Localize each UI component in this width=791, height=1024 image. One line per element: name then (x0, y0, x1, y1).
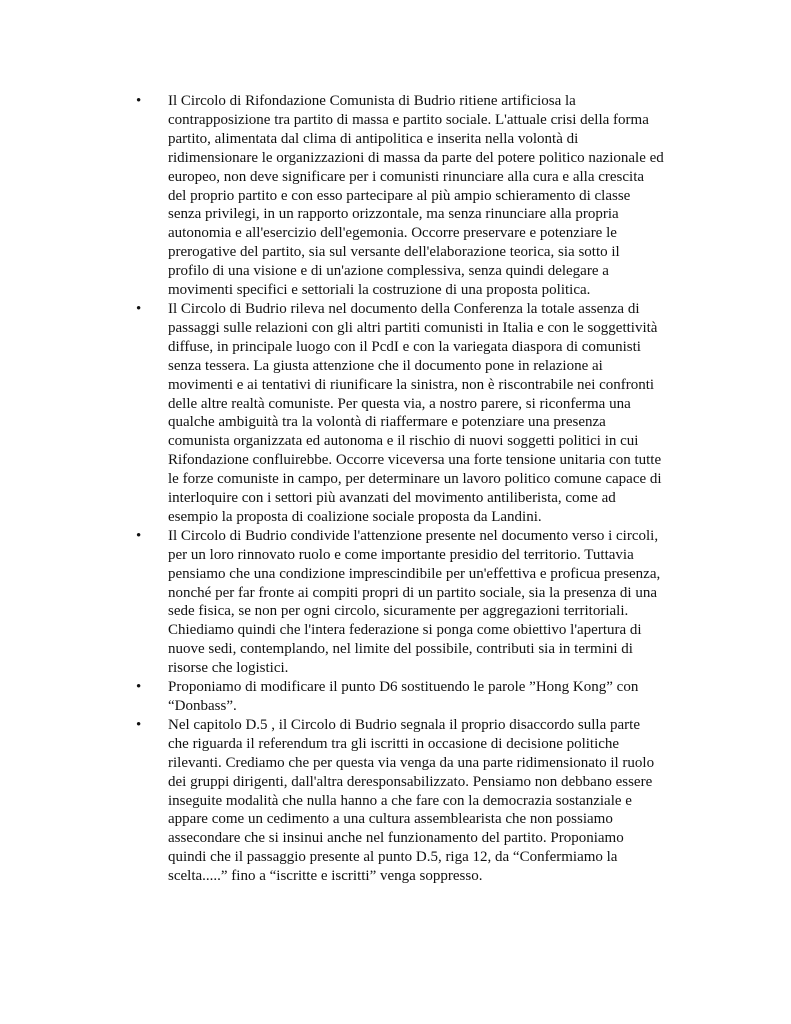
text-line: che riguarda il referendum tra gli iscritti in occasione di decisione politiche (168, 735, 620, 752)
paragraph-text (168, 92, 671, 300)
text-line: autonomia e all'esercizio dell'egemonia. Occorre preservare e potenziare le (168, 225, 617, 242)
text-line: comunista organizzata ed autonoma e il rischio di nuovi soggetti politici in cui (168, 433, 639, 450)
text-line: qualche ambiguità tra la volontà di riaffermare e potenziare una presenza (168, 414, 606, 431)
text-line: risorse che logistici. (168, 660, 289, 677)
paragraph-text (168, 527, 671, 678)
text-line: Rifondazione confluirebbe. Occorre viceversa una forte tensione unitaria con tutte (168, 452, 662, 469)
paragraph-text (168, 716, 671, 886)
text-line: contrapposizione tra partito di massa e partito sociale. L'attuale crisi della forma (168, 111, 649, 128)
text-line: Chiediamo quindi che l'intera federazione si ponga come obiettivo l'apertura di (168, 622, 642, 639)
text-line: nonché per far fronte ai compiti propri di un partito sociale, sia la presenza di una (168, 584, 657, 601)
bullet-icon: • (136, 527, 142, 544)
bullet-icon: • (136, 679, 142, 696)
text-line: “Donbass”. (168, 698, 237, 714)
text-line: profilo di una visione e di un'azione complessiva, senza quindi delegare a (168, 263, 609, 280)
text-line: per un loro rinnovato ruolo e come importante presidio del territorio. Tuttavia (168, 546, 634, 563)
text-line: senza tessera. La giusta attenzione che il documento pone in relazione ai (168, 357, 603, 374)
text-line: le forze comuniste in campo, per determinare un lavoro politico comune capace di (168, 471, 662, 488)
text-line: scelta.....” fino a “iscritte e iscritti” venga soppresso. (168, 868, 483, 885)
list-item (0, 716, 671, 886)
text-line: Il Circolo di Rifondazione Comunista di Budrio ritiene artificiosa la (168, 93, 576, 109)
text-line: sede fisica, se non per ogni circolo, sicuramente per aggregazioni territoriali. (168, 603, 629, 620)
paragraph-text (168, 678, 671, 716)
bullet-icon: • (136, 93, 142, 109)
text-line: rilevanti. Crediamo che per questa via venga da una parte ridimensionato il ruolo (168, 754, 655, 771)
list-item (0, 300, 671, 527)
text-line: passaggi sulle relazioni con gli altri partiti comunisti in Italia e con le soggettività (168, 319, 658, 336)
list-item (0, 527, 671, 678)
text-line: esempio la proposta di coalizione sociale proposta da Landini. (168, 508, 542, 525)
text-line: del proprio partito e con esso partecipare al più ampio schieramento di classe (168, 187, 631, 204)
text-line: movimenti specifici e settoriali la costruzione di una proposta politica. (168, 282, 591, 299)
text-line: ridimensionare le organizzazioni di massa da parte del potere politico nazionale ed (168, 149, 664, 166)
bullet-icon: • (136, 300, 142, 317)
paragraph-text (168, 300, 671, 527)
text-line: inseguite modalità che nulla hanno a che fare con la democrazia sostanziale e (168, 792, 632, 809)
list-item (0, 92, 671, 300)
text-line: partito, alimentata dal clima di antipolitica e inserita nella volontà di (168, 130, 579, 147)
text-line: Il Circolo di Budrio condivide l'attenzione presente nel documento verso i circoli, (168, 527, 659, 544)
text-line: quindi che il passaggio presente al punto D.5, riga 12, da “Confermiamo la (168, 849, 618, 866)
text-line: assecondare che si insinui anche nel funzionamento del partito. Proponiamo (168, 830, 624, 847)
text-line: delle altre realtà comuniste. Per questa via, a nostro parere, si riconferma una (168, 395, 631, 412)
text-line: Il Circolo di Budrio rileva nel documento della Conferenza la totale assenza di (168, 300, 640, 317)
text-line: appare come un cedimento a una cultura assemblearista che non possiamo (168, 811, 613, 828)
text-line: pensiamo che una condizione imprescindibile per un'effettiva e proficua presenza, (168, 565, 661, 582)
bullet-list (0, 92, 671, 886)
text-line: diffuse, in principale luogo con il PcdI e con la variegata diaspora di comunisti (168, 338, 641, 355)
text-line: prerogative del partito, sia sul versante dell'elaborazione teorica, sia sotto il (168, 244, 620, 261)
text-line: dei gruppi dirigenti, dall'altra deresponsabilizzato. Pensiamo non debbano essere (168, 773, 653, 790)
text-line: senza privilegi, in un rapporto orizzontale, ma senza rinunciare alla propria (168, 206, 619, 223)
list-item (0, 678, 671, 716)
text-line: Proponiamo di modificare il punto D6 sostituendo le parole ”Hong Kong” con (168, 679, 639, 696)
text-line: Nel capitolo D.5 , il Circolo di Budrio segnala il proprio disaccordo sulla parte (168, 716, 640, 733)
bullet-icon: • (136, 716, 142, 733)
text-line: interloquire con i settori più avanzati del movimento antiliberista, come ad (168, 490, 616, 507)
text-line: movimenti e ai tentativi di riunificare la sinistra, non è riscontrabile nei confronti (168, 376, 655, 393)
text-line: nuove sedi, contemplando, nel limite del possibile, contributi sia in termini di (168, 641, 633, 658)
text-line: europeo, non deve significare per i comunisti rinunciare alla cura e alla crescita (168, 168, 645, 185)
